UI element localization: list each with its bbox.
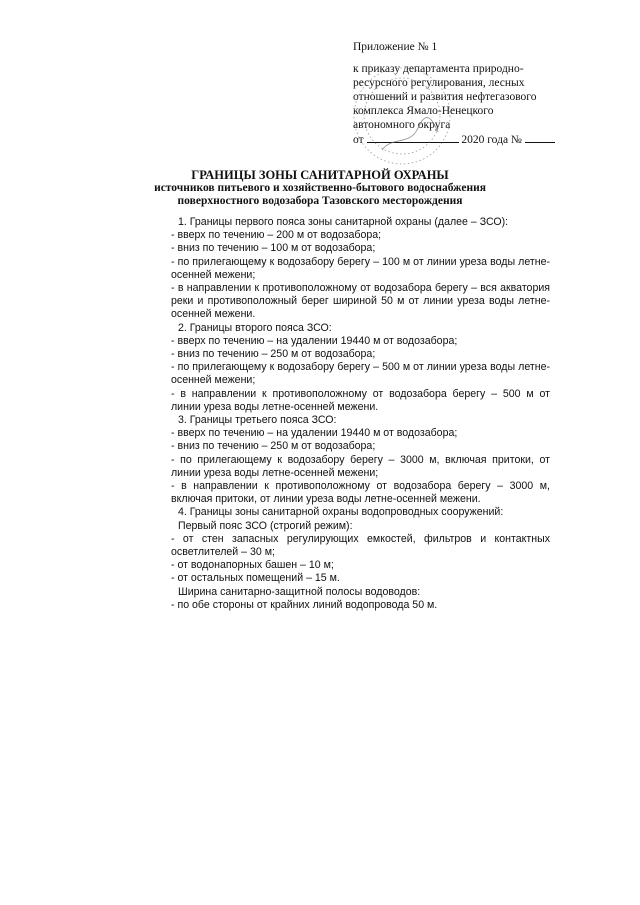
list-item: - вверх по течению – на удалении 19440 м от водозабора; — [171, 427, 458, 440]
number-blank — [525, 132, 555, 143]
date-prefix: от — [353, 134, 364, 146]
section-heading: 2. Границы второго пояса ЗСО: — [178, 321, 332, 334]
date-suffix: 2020 года № — [461, 134, 522, 146]
list-item: - вниз по течению – 100 м от водозабора; — [171, 242, 376, 255]
list-item: - по прилегающему к водозабору берегу – 500 м от линии уреза воды летне-осенней межени; — [171, 361, 550, 387]
list-item: - вниз по течению – 250 м от водозабора; — [171, 440, 376, 453]
list-item: - вверх по течению – 200 м от водозабора; — [171, 229, 382, 242]
list-item: - по прилегающему к водозабору берегу – 3000 м, включая притоки, от линии уреза воды летне-осенней межени; — [171, 453, 550, 479]
appendix-number: Приложение № 1 — [353, 41, 438, 53]
appendix-block — [353, 40, 593, 147]
list-item: - вверх по течению – на удалении 19440 м от водозабора; — [171, 334, 458, 347]
order-line: ресурсного регулирования, лесных — [353, 77, 525, 89]
order-line: к приказу департамента природно- — [353, 63, 524, 75]
document-body — [171, 216, 550, 612]
subsection-heading: Ширина санитарно-защитной полосы водоводов: — [178, 585, 421, 598]
list-item: - в направлении к противоположному от водозабора берегу – вся акватория реки и противоположный берег шириной 50 м от линии уреза воды летне-осенней межени. — [171, 282, 550, 321]
list-item: - от остальных помещений – 15 м. — [171, 572, 340, 585]
list-item: - по обе стороны от крайних линий водопровода 50 м. — [171, 598, 438, 611]
list-item: - от стен запасных регулирующих емкостей, фильтров и контактных осветлителей – 30 м; — [171, 532, 550, 559]
order-date-row — [353, 132, 593, 147]
document-title: ГРАНИЦЫ ЗОНЫ САНИТАРНОЙ ОХРАНЫ — [191, 168, 449, 182]
date-blank — [367, 132, 459, 143]
list-item: - вниз по течению – 250 м от водозабора; — [171, 348, 376, 361]
order-line: автономного округа — [353, 119, 451, 131]
subsection-heading: Первый пояс ЗСО (строгий режим): — [178, 519, 353, 532]
list-item: - в направлении к противоположному от водозабора берегу – 500 м от линии уреза воды летне-осенней межени. — [171, 387, 550, 413]
order-line: комплекса Ямало-Ненецкого — [353, 105, 494, 117]
section-heading: 4. Границы зоны санитарной охраны водопроводных сооружений: — [178, 506, 504, 519]
document-subtitle: источников питьевого и хозяйственно-бытового водоснабжения — [154, 182, 486, 194]
document-subtitle: поверхностного водозабора Тазовского месторождения — [177, 195, 463, 207]
list-item: - в направлении к противоположному от водозабора берегу – 3000 м, включая притоки, от линии уреза воды летне-осенней межени. — [171, 480, 550, 506]
section-heading: 1. Границы первого пояса зоны санитарной охраны (далее – ЗСО): — [178, 216, 509, 228]
list-item: - от водонапорных башен – 10 м; — [171, 559, 334, 572]
list-item: - по прилегающему к водозабору берегу – 100 м от линии уреза воды летне-осенней межени; — [171, 255, 550, 281]
order-line: отношений и развития нефтегазового — [353, 91, 537, 103]
section-heading: 3. Границы третьего пояса ЗСО: — [178, 414, 337, 427]
